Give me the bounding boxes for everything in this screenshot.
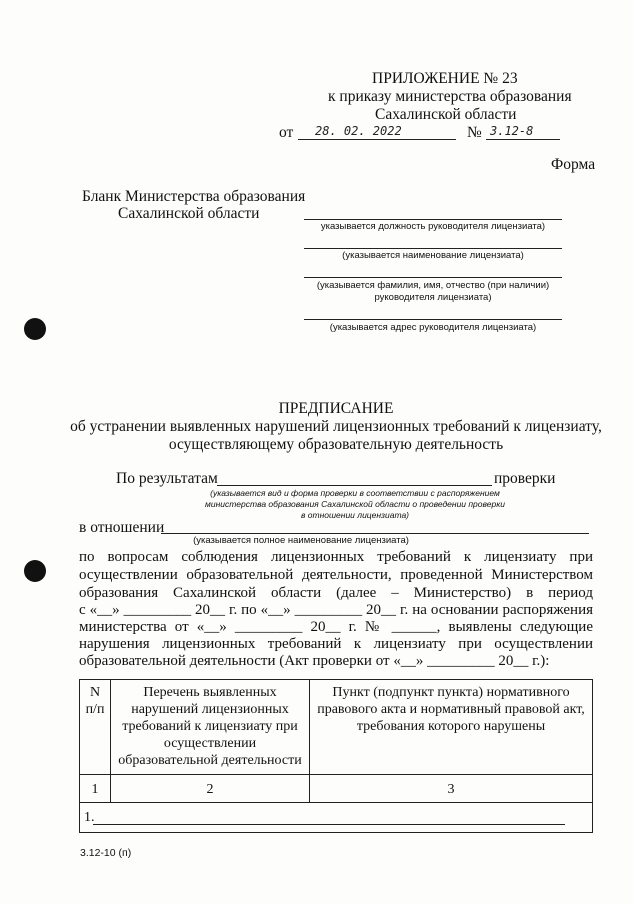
handwritten-number: 3.12-8	[490, 124, 534, 138]
handwritten-date: 28. 02. 2022	[315, 124, 402, 138]
licensee-name-line	[304, 248, 562, 249]
first-item-underline	[93, 824, 565, 825]
body-line-1: по вопросам соблюдения лицензионных требований к лицензиату при	[79, 549, 593, 565]
position-hint: указывается должность руководителя лицензиата)	[320, 221, 546, 232]
date-label: от	[279, 124, 294, 141]
first-item-cell	[80, 803, 593, 833]
document-subtitle-1: об устранении выявленных нарушений лицензионных требований к лицензиату,	[70, 418, 602, 435]
check-hint-2: министерства образования Сахалинской области о проведении проверки	[205, 499, 505, 509]
body-line-2: осуществлении образовательной деятельности, проведенной Министерством	[79, 567, 593, 583]
check-hint-3: в отношении лицензиата)	[300, 510, 410, 520]
violations-table	[79, 679, 593, 833]
table-row	[80, 803, 593, 833]
table-header-row	[80, 680, 593, 775]
index-cell-2: 2	[111, 775, 310, 803]
results-label: По результатам	[116, 470, 218, 487]
number-underline	[486, 139, 560, 140]
number-label: №	[467, 124, 482, 141]
licensee-full-name-hint: (указывается полное наименование лицензиата)	[193, 535, 409, 546]
appendix-title: ПРИЛОЖЕНИЕ № 23	[372, 70, 518, 87]
body-line-5: министерства от «__» _________ 20__ г. № ______, выявлены следующие	[79, 619, 593, 635]
document-subtitle-2: осуществляющему образовательную деятельность	[168, 436, 504, 453]
region-name: Сахалинской области	[375, 106, 517, 123]
col-header-number: N п/п	[80, 680, 111, 775]
index-cell-3: 3	[310, 775, 593, 803]
fio-hint-1: (указывается фамилия, имя, отчество (при наличии)	[316, 280, 550, 291]
date-underline	[298, 139, 456, 140]
licensee-full-name-line	[161, 533, 589, 534]
licensee-name-hint: (указывается наименование лицензиата)	[342, 250, 524, 261]
order-reference: к приказу министерства образования	[328, 88, 572, 105]
table-index-row	[80, 775, 593, 803]
document-title: ПРЕДПИСАНИЕ	[278, 400, 394, 417]
address-hint: (указывается адрес руководителя лицензиата)	[329, 322, 537, 333]
body-line-3: образования Сахалинской области (далее – Министерство) в период	[79, 585, 593, 601]
col-header-clause: Пункт (подпункт пункта) нормативного правового акта и нормативный правовой акт, требования которого нарушены	[310, 680, 593, 775]
index-cell-1: 1	[80, 775, 111, 803]
address-line	[304, 319, 562, 320]
position-line	[304, 219, 562, 220]
form-label: Форма	[551, 156, 596, 173]
body-line-7: образовательной деятельности (Акт проверки от «__» _________ 20__ г.):	[79, 653, 550, 669]
check-type-line	[217, 485, 492, 486]
body-line-4: с «__» _________ 20__ г. по «__» _________ 20__ г. на основании распоряжения	[79, 602, 593, 618]
fio-hint-2: руководителя лицензиата)	[374, 292, 492, 303]
punch-hole-bottom	[24, 560, 46, 582]
body-line-6: нарушения лицензионных требований к лицензиату при осуществлении	[79, 636, 593, 652]
regarding-label: в отношении	[79, 519, 165, 536]
col-header-violations: Перечень выявленных нарушений лицензионных требований к лицензиату при осуществлении образовательной деятельности	[111, 680, 310, 775]
footer-code: 3.12-10 (п)	[80, 847, 132, 859]
check-label: проверки	[494, 470, 556, 487]
fio-line	[304, 277, 562, 278]
letterhead-line1: Бланк Министерства образования	[82, 188, 306, 205]
first-item-number: 1.	[84, 810, 95, 825]
punch-hole-top	[24, 318, 46, 340]
check-hint-1: (указывается вид и форма проверки в соответствии с распоряжением	[210, 488, 500, 498]
letterhead-line2: Сахалинской области	[118, 205, 260, 222]
